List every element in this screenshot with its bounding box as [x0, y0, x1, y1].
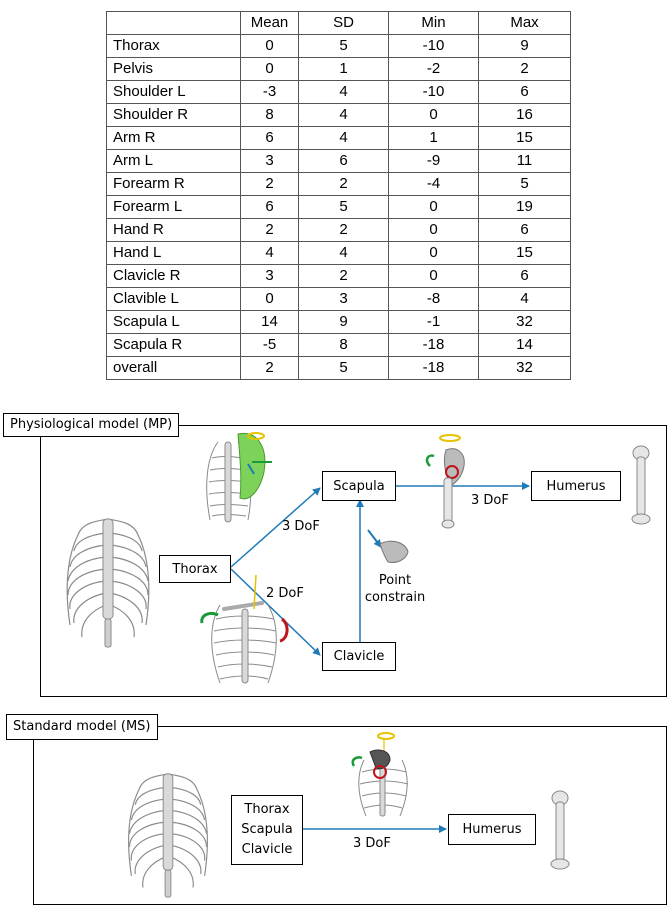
thorax-node: Thorax	[159, 555, 231, 583]
table-cell: 14	[479, 334, 571, 357]
group-line-scapula: Scapula	[241, 822, 293, 837]
table-cell: 1	[299, 58, 389, 81]
table-cell: 6	[479, 219, 571, 242]
table-cell: 4	[299, 127, 389, 150]
table-cell: 6	[479, 81, 571, 104]
row-label: Arm L	[107, 150, 241, 173]
point-constraint-line2: constrain	[364, 590, 426, 605]
table-cell: 2	[241, 173, 299, 196]
table-cell: 2	[479, 58, 571, 81]
row-label: Hand R	[107, 219, 241, 242]
standard-humerus-node: Humerus	[448, 814, 536, 845]
table-cell: 3	[241, 150, 299, 173]
table-cell: 6	[241, 196, 299, 219]
table-cell: 2	[299, 219, 389, 242]
scapula-node: Scapula	[322, 471, 396, 501]
table-cell: 16	[479, 104, 571, 127]
point-constraint-scapula-icon	[376, 538, 412, 566]
table-cell: 32	[479, 311, 571, 334]
ribcage-illustration-mp	[58, 515, 158, 650]
table-cell: 9	[299, 311, 389, 334]
humerus-illustration-mp	[628, 445, 654, 527]
point-constraint-label	[359, 572, 431, 606]
ribcage-clavicle-illustration	[198, 575, 293, 690]
table-cell: -2	[389, 58, 479, 81]
table-cell: 0	[389, 196, 479, 219]
table-cell: 4	[299, 104, 389, 127]
row-label: Pelvis	[107, 58, 241, 81]
table-cell: 15	[479, 242, 571, 265]
table-cell: 4	[299, 242, 389, 265]
edge-label-thorax-clavicle: 2 DoF	[266, 586, 304, 601]
row-label: Hand L	[107, 242, 241, 265]
table-cell: 0	[241, 35, 299, 58]
edge-label-scapula-humerus: 3 DoF	[471, 493, 509, 508]
humerus-illustration-ms	[547, 790, 573, 872]
table-cell: -18	[389, 357, 479, 380]
table-cell: 3	[299, 288, 389, 311]
row-label: Scapula L	[107, 311, 241, 334]
table-cell: 3	[241, 265, 299, 288]
header-sd: SD	[299, 12, 389, 35]
table-cell: 9	[479, 35, 571, 58]
table-cell: 4	[299, 81, 389, 104]
row-label: Forearm R	[107, 173, 241, 196]
thorax-scapula-clavicle-node	[231, 795, 303, 865]
table-cell: 32	[479, 357, 571, 380]
ribcage-rotation-illustration-ms	[350, 730, 415, 820]
table-cell: 14	[241, 311, 299, 334]
ribcage-scapula-illustration	[198, 428, 278, 528]
table-cell: 4	[241, 242, 299, 265]
table-cell: 6	[241, 127, 299, 150]
table-cell: -10	[389, 81, 479, 104]
physiological-model-title: Physiological model (MP)	[3, 413, 179, 437]
ribcage-illustration-ms	[118, 770, 218, 900]
header-mean: Mean	[241, 12, 299, 35]
table-cell: 5	[299, 196, 389, 219]
scapula-humerus-illustration	[420, 430, 475, 530]
table-cell: 5	[479, 173, 571, 196]
table-cell: 6	[479, 265, 571, 288]
group-line-thorax: Thorax	[244, 802, 290, 817]
point-constraint-line1: Point	[378, 573, 412, 588]
table-cell: 5	[299, 35, 389, 58]
table-cell: 0	[389, 265, 479, 288]
table-cell: 2	[241, 357, 299, 380]
table-cell: 0	[389, 242, 479, 265]
row-label: Clavible L	[107, 288, 241, 311]
standard-model-title: Standard model (MS)	[6, 714, 158, 740]
table-cell: -1	[389, 311, 479, 334]
table-cell: 1	[389, 127, 479, 150]
edge-label-standard: 3 DoF	[353, 836, 391, 851]
table-cell: 0	[389, 219, 479, 242]
header-max: Max	[479, 12, 571, 35]
row-label: Forearm L	[107, 196, 241, 219]
header-min: Min	[389, 12, 479, 35]
table-cell: 19	[479, 196, 571, 219]
table-cell: 0	[389, 104, 479, 127]
row-label: Shoulder L	[107, 81, 241, 104]
clavicle-node: Clavicle	[322, 642, 396, 671]
table-cell: 5	[299, 357, 389, 380]
table-cell: -5	[241, 334, 299, 357]
table-cell: 2	[299, 173, 389, 196]
row-label: Thorax	[107, 35, 241, 58]
table-cell: 2	[241, 219, 299, 242]
table-cell: -10	[389, 35, 479, 58]
row-label: Shoulder R	[107, 104, 241, 127]
humerus-node: Humerus	[531, 471, 621, 501]
table-cell: 0	[241, 58, 299, 81]
table-cell: 4	[479, 288, 571, 311]
table-cell: -9	[389, 150, 479, 173]
table-cell: 6	[299, 150, 389, 173]
row-label: Arm R	[107, 127, 241, 150]
row-label: Scapula R	[107, 334, 241, 357]
table-cell: -18	[389, 334, 479, 357]
row-label: Clavicle R	[107, 265, 241, 288]
row-label: overall	[107, 357, 241, 380]
table-cell: 8	[241, 104, 299, 127]
table-cell: -3	[241, 81, 299, 104]
table-cell: 8	[299, 334, 389, 357]
table-cell: -8	[389, 288, 479, 311]
edge-label-thorax-scapula: 3 DoF	[282, 519, 320, 534]
group-line-clavicle: Clavicle	[241, 842, 293, 857]
table-cell: -4	[389, 173, 479, 196]
table-cell: 0	[241, 288, 299, 311]
table-cell: 15	[479, 127, 571, 150]
table-cell: 2	[299, 265, 389, 288]
table-cell: 11	[479, 150, 571, 173]
